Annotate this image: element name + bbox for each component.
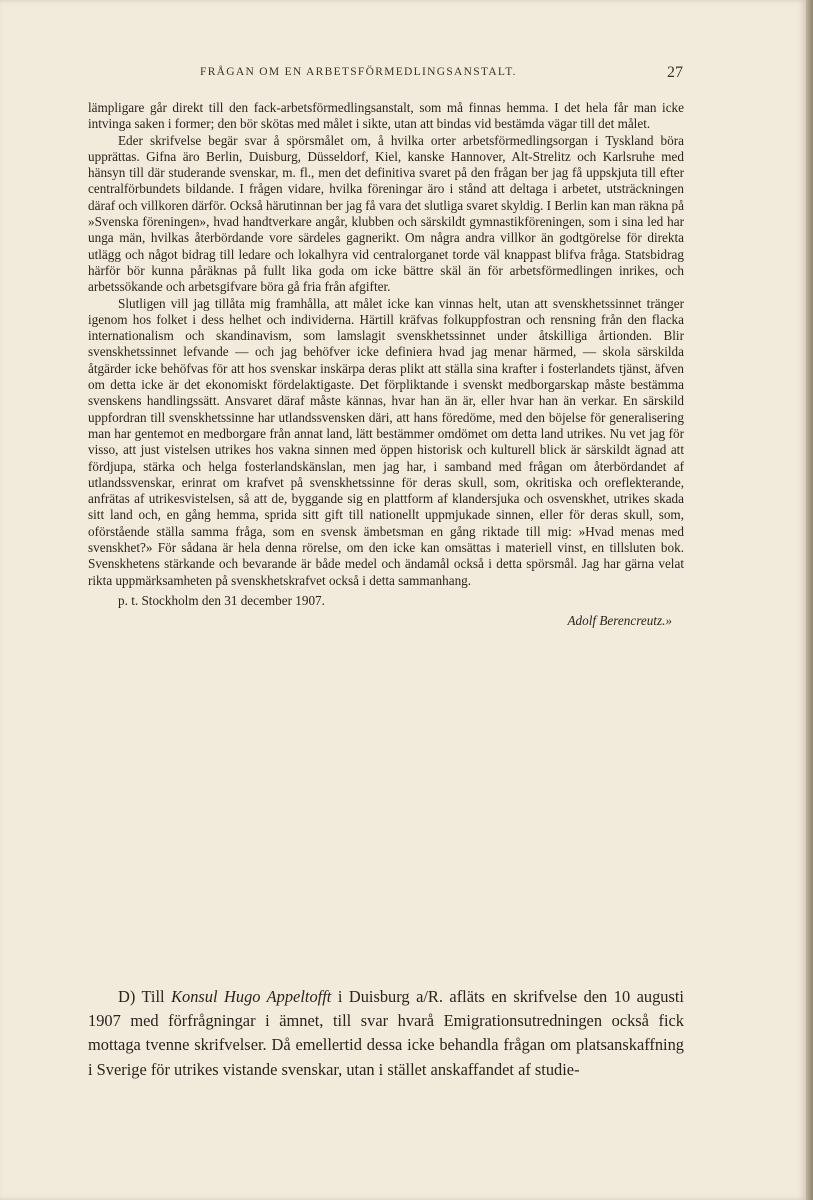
paragraph: Eder skrifvelse begär svar å spörsmålet om, å hvilka orter arbetsförmedlingsorgan i Tyskland böra upprättas. Gifna äro Berlin, Duisburg, Düsseldorf, Kiel, kanske Hannover, Alt-Strelitz och Karlsruhe med hänsyn till där studerande svenskar, m. fl., men det definitiva svaret på den frågan ber jag få uppskjuta till efter centralförbundets bildande. I frågen vidare, hvilka föreningar äro i stånd att deltaga i arbetet, utsträckningen däraf och villkoren därför. Också härutinnan ber jag få vara det slutliga svaret skyldig. I Berlin kan man räkna på »Svenska föreningen», hvad handtverkare angår, klubben och särskildt gymnastikföreningen, som i sina led har unga män, hvilkas återbördande vore särdeles gagnerikt. Om några andra villkor än godtgörelse för direkta utlägg och något bidrag till ledare och lokalhyra vid centralorganet torde väl knappast blifva fråga. Statsbidrag härför bör kunna påräknas på fullt lika goda om icke bättre skäl än för arbetsförmedlingen inrikes, och arbetssökande och arbetsgifvare böra gå fria från afgifter. [88,132,684,295]
running-title: FRÅGAN OM EN ARBETSFÖRMEDLINGSANSTALT. [200,66,517,78]
section-lead: D) Till [118,987,165,1006]
dateline: p. t. Stockholm den 31 december 1907. [118,592,325,608]
section-text: i Duisburg a/R. afläts en skrifvelse den 10 augusti 1907 med förfrågningar i ämnet, till svar hvarå Emigrationsutredningen också fick mottaga tvenne skrifvelser. Då emellertid dessa icke behandla frågan om platsanskaffning i Sverige för utrikes vistande svenskar, utan i stället anskaffandet af studie- [88,987,684,1079]
section-d [88,985,684,1082]
page-number: 27 [667,64,683,81]
page-edge [806,0,813,1200]
page-header [200,64,683,86]
paragraph: lämpligare går direkt till den fack-arbetsförmedlingsanstalt, som må finnas hemma. I det hela får man icke intvinga saken i former; den bör skötas med målet i sikte, utan att bindas vid bestämda vägar till det målet. [88,100,684,132]
signature: Adolf Berencreutz.» [567,613,672,629]
recipient-name: Konsul Hugo Appeltofft [171,987,332,1006]
section-d-paragraph [88,985,684,1082]
paragraph: Slutligen vill jag tillåta mig framhålla, att målet icke kan vinnas helt, utan att svenskhetssinnet tränger igenom hos folket i dess helhet och individerna. Härtill kräfvas folkuppfostran och rensning från den flacka internationalism och skandinavism, som lamslagit svenskhetssinnet under åtskilliga årtionden. Blir svenskhetssinnet lefvande — och jag behöfver icke definiera hvad jag menar härmed, — skola särskilda åtgärder icke behöfvas för att hos svenskar inskärpa deras plikt att ställa sina krafter i fosterlandets tjänst, äfven om detta icke är det ekonomiskt fördelaktigaste. Det förpliktande i svenskt medborgarskap måste bestämma svenskens handlingssätt. Ansvaret däraf måste kännas, hvar han än är, eller hvar han än verkar. En särskild uppfordran till svenskhetssinne har utlandssvensken däri, att hans föredöme, med den böjelse för generalisering man har gentemot en medborgare från annat land, lätt bestämmer omdömet om detta land utrikes. Nu vet jag för visso, att just vistelsen utrikes hos vakna sinnen med öppen historisk och kulturell blick är särskildt ägnad att fördjupa, stärka och helga fosterlandskänslan, men jag har, i samband med frågan om återbördandet af utlandssvenskar, erinrat om krafvet på svenskhetssinne för deras skull, som, okritiska och oreflekterande, anfrätas af utrikesvistelsen, så att de, byggande sig en plattform af klandersjuka och osvenskhet, utrikes skada sitt land och, en gång hemma, sprida sitt gift till nationellt uppmjukade sinnen, eller för deras skull, som, oförstående ställa samma fråga, som en svensk ämbetsman en gång riktade till mig: »Hvad menas med svenskhet?» För sådana är hela denna rörelse, om den icke kan omsättas i materiell vinst, en tillsluten bok. Svenskhetens stärkande och bevarande är både medel och ändamål också i detta spörsmål. Jag har gärna velat rikta uppmärksamheten på svenskhetskrafvet också i detta sammanhang. [88,295,684,588]
letter-body [88,100,684,630]
